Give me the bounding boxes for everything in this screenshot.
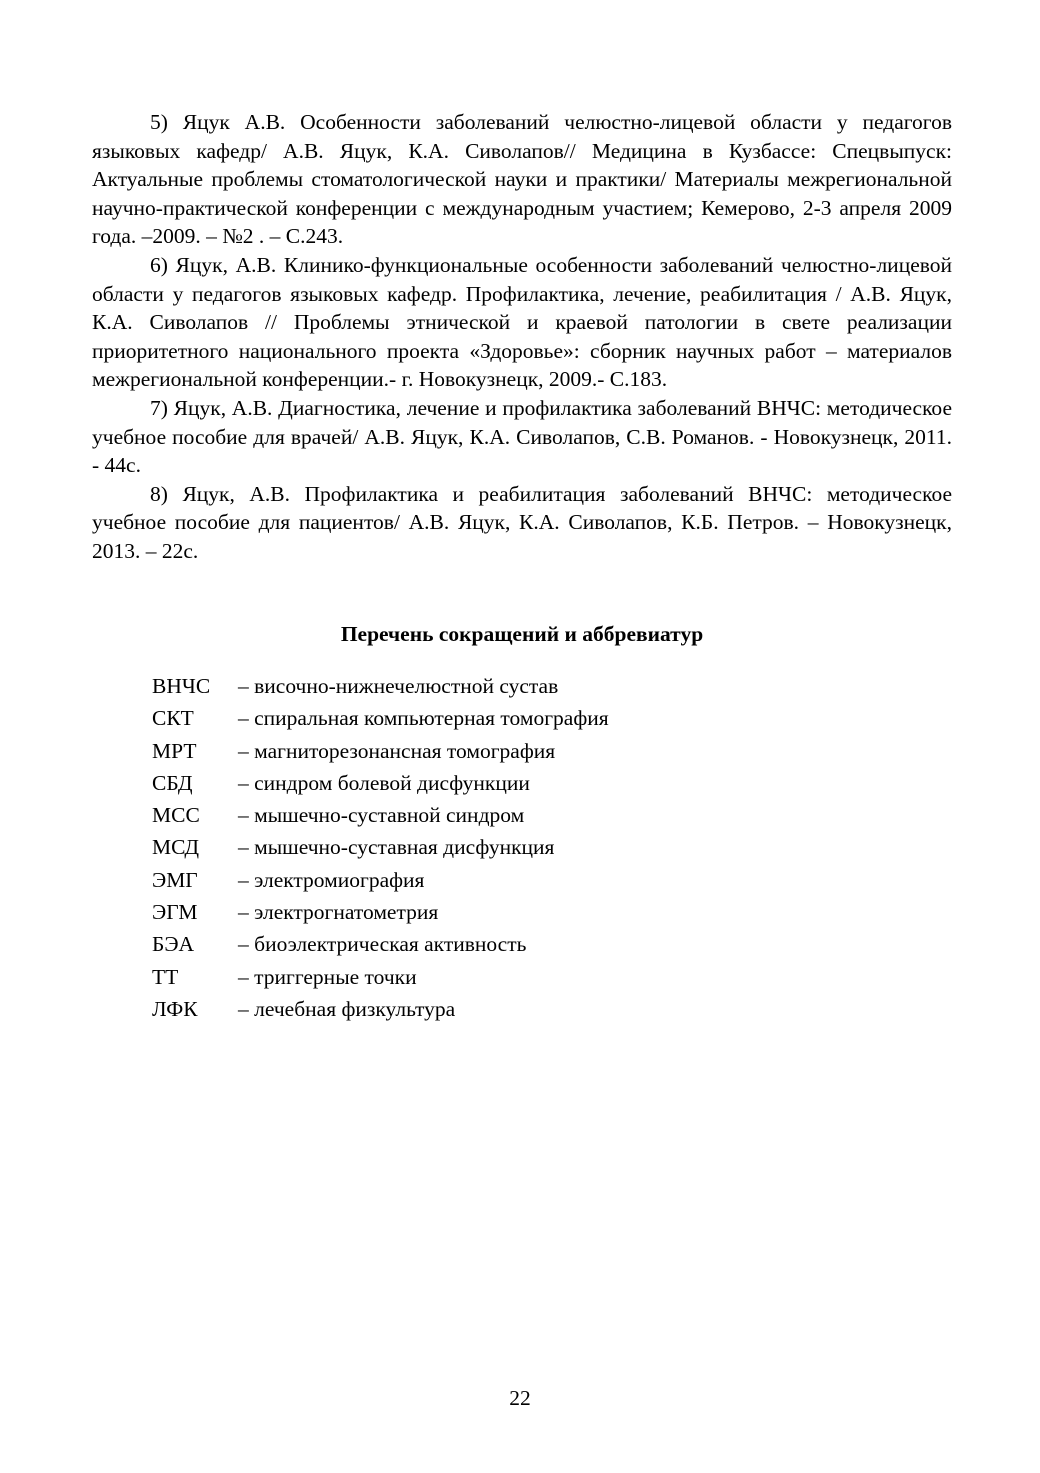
abbreviations-list [152, 670, 609, 1025]
abbreviation-row [152, 864, 609, 896]
abbreviation-definition: – спиральная компьютерная томография [238, 706, 609, 731]
abbreviation-definition: – электрогнатометрия [238, 900, 439, 925]
abbreviation-code: МСС [152, 803, 200, 828]
abbreviation-row [152, 961, 609, 993]
reference-item: 5) Яцук А.В. Особенности заболеваний челюстно-лицевой области у педагогов языковых кафедр/ А.В. Яцук, К.А. Сиволапов// Медицина в Кузбассе: Спецвыпуск: Актуальные проблемы стоматологической науки и практики/ Материалы межрегиональной научно-практической конференции с международным участием; Кемерово, 2-3 апреля 2009 года. ‒2009. ‒ №2 . ‒ С.243. [92, 110, 952, 249]
abbreviation-definition: – мышечно-суставная дисфункция [238, 835, 555, 860]
abbreviation-row [152, 831, 609, 863]
abbreviation-row [152, 735, 609, 767]
abbreviation-definition: – лечебная физкультура [238, 996, 456, 1021]
reference-item: 7) Яцук, А.В. Диагностика, лечение и профилактика заболеваний ВНЧС: методическое учебное пособие для врачей/ А.В. Яцук, К.А. Сиволапов, С.В. Романов. - Новокузнецк, 2011. - 44с. [92, 395, 952, 478]
abbreviation-code: ВНЧС [152, 674, 211, 698]
abbreviation-definition: – биоэлектрическая активность [238, 932, 527, 957]
abbreviation-definition: – триггерные точки [238, 964, 417, 989]
abbreviation-code: МСД [152, 835, 200, 860]
abbreviation-code: ЭМГ [152, 867, 198, 892]
abbreviation-row [152, 702, 609, 734]
abbreviations-title: Перечень сокращений и аббревиатур [340, 622, 704, 646]
abbreviation-definition: – синдром болевой дисфункции [238, 770, 530, 795]
abbreviation-definition: – височно-нижнечелюстной сустав [238, 674, 559, 698]
abbreviation-code: СКТ [152, 706, 194, 731]
abbreviation-row [152, 670, 609, 702]
abbreviation-code: ТТ [152, 964, 179, 989]
abbreviation-row [152, 799, 609, 831]
abbreviation-row [152, 896, 609, 928]
abbreviation-definition: – магниторезонансная томография [238, 738, 556, 763]
abbreviation-code: СБД [152, 770, 193, 795]
abbreviation-definition: – электромиография [238, 867, 425, 892]
page-number: 22 [509, 1386, 531, 1410]
abbreviation-code: МРТ [152, 738, 197, 763]
reference-item: 6) Яцук, А.В. Клинико-функциональные особенности заболеваний челюстно-лицевой области у педагогов языковых кафедр. Профилактика, лечение, реабилитация / А.В. Яцук, К.А. Сиволапов // Проблемы этнической и краевой патологии в свете реализации приоритетного национального проекта «Здоровье»: сборник научных работ – материалов межрегиональной конференции.- г. Новокузнецк, 2009.- С.183. [92, 252, 952, 392]
abbreviation-row [152, 928, 609, 960]
abbreviation-code: БЭА [152, 932, 195, 957]
abbreviation-row [152, 767, 609, 799]
abbreviation-row [152, 993, 609, 1025]
abbreviation-code: ЛФК [152, 996, 198, 1021]
abbreviation-code: ЭГМ [152, 900, 198, 925]
abbreviation-definition: – мышечно-суставной синдром [238, 803, 525, 828]
references-block [92, 108, 952, 566]
reference-item: 8) Яцук, А.В. Профилактика и реабилитация заболеваний ВНЧС: методическое учебное пособие для пациентов/ А.В. Яцук, К.А. Сиволапов, К.Б. Петров. – Новокузнецк, 2013. – 22с. [92, 481, 952, 563]
